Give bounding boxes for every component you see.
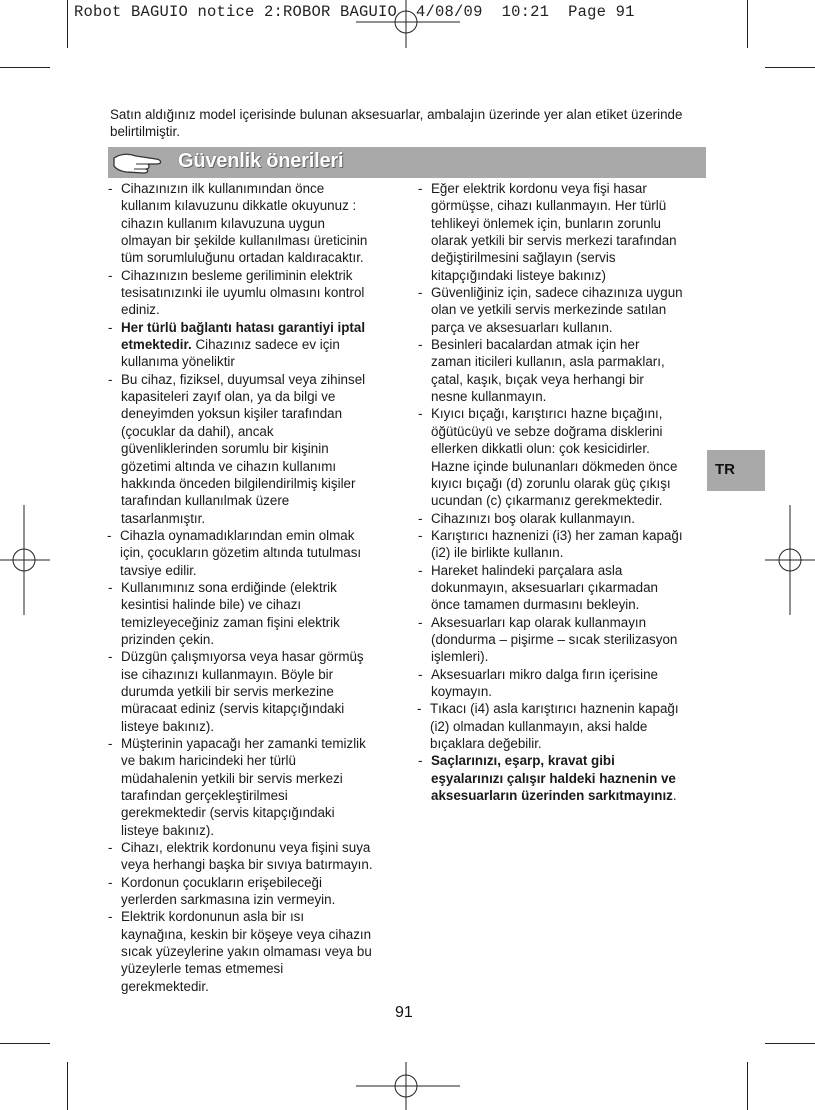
list-item-line: Düzgün çalışmıyorsa veya hasar görmüş [121,649,364,665]
list-item [418,562,710,614]
list-item-line: koymayın. [431,683,493,699]
list-dash: - [108,909,113,925]
crop-mark [67,1062,68,1110]
crop-mark [747,0,748,48]
list-item-line: tarafından kullanılmak üzere [121,493,290,509]
list-item-line: Eğer elektrik kordonu veya fişi hasar [431,181,647,196]
list-item-line: ve bakım haricindeki her türlü [121,753,296,769]
list-item [108,839,398,874]
list-item [418,666,710,701]
right-column [418,180,710,804]
list-item-line: öğütücüyü ve sebze doğrama disklerini [431,423,663,439]
list-dash: - [108,649,113,665]
list-dash: - [108,319,113,335]
list-item [108,735,398,839]
list-item-line: yüzeylerle temas etmemesi [121,961,284,977]
registration-mark-bottom [356,1062,460,1110]
list-item [418,510,710,527]
pointing-hand-icon [112,150,168,176]
intro-paragraph: Satın aldığınız model içerisinde bulunan aksesuarlar, ambalajın üzerinde yer alan etiket üzerinde belirtilmiştir. [110,107,683,139]
list-dash: - [108,181,113,196]
list-item-line: etmektedir. Cihazınız sadece ev için [121,337,340,353]
list-item-line: eşyalarınızı çalışır haldeki haznenin ve [431,770,676,786]
list-item-line: olan ve yetkili servis merkezinde satılan [431,302,667,318]
list-item-line: (çocuklar da dahil), ancak [121,423,274,439]
list-item-line: güvenliklerinden sorumlu bir kişinin [121,441,329,457]
list-item-line: listeye bakınız). [121,822,215,838]
list-dash: - [108,267,113,283]
list-item [108,908,398,995]
list-item-line: çatal, kaşık, bıçak veya herhangi bir [431,371,644,387]
list-item-line: zaman iticileri kullanın, asla parmakları, [431,354,665,370]
list-item-line: Cihazınızın besleme geriliminin elektrik [121,267,353,283]
list-item-line: kıyıcı bıçağı (d) zorunlu olarak güç çıkışı [431,475,671,491]
list-item-line: nesne kullanmayın. [431,389,547,405]
list-dash: - [417,701,422,717]
list-item-line: olarak yetkili bir servis merkezi tarafından [431,233,677,249]
list-item-line: Cihazla oynamadıklarından emin olmak [120,527,355,543]
list-item-line: Besinleri bacalardan atmak için her [431,337,640,353]
page-number: 91 [395,1004,413,1021]
list-item-line: Kullanımınız sona erdiğinde (elektrik [121,579,337,595]
registration-mark-top [356,0,460,48]
section-banner [108,147,706,178]
list-item-line: Hareket halindeki parçalara asla [431,562,623,578]
list-item-line: olmayan bir şekilde kullanılması üreticinin [121,233,368,249]
list-item [418,180,710,284]
print-header: Robot BAGUIO notice 2:ROBOR BAGUIO 4/08/09 10:21 Page 91 [74,3,635,21]
list-item [418,700,710,752]
crop-mark [0,67,50,68]
list-item-line: ucundan (c) çıkarmanız gerekmektedir. [431,493,663,509]
list-item-line: ise cihazınızı kullanmayın. Böyle bir [121,666,334,682]
list-item-line: kitapçığındaki listeye bakınız) [431,267,606,283]
registration-mark-right [765,505,815,615]
list-item-line: (dondurma – pişirme – sıcak sterilizasyon [431,631,678,647]
list-item-line: Tıkacı (i4) asla karıştırıcı haznenin kapağı [430,701,679,717]
list-item-line: kapasiteleri zayıf olan, ya da bilgi ve [121,389,336,405]
list-item-line: işlemleri). [431,649,489,665]
list-item-line: tüm sorumluluğunu ortadan kaldıracaktır. [121,250,364,266]
list-item-line: Cihazınızın ilk kullanımından önce [121,181,325,196]
list-dash: - [418,181,423,196]
list-item-line: tasarlanmıştır. [121,510,206,526]
list-item-line: deneyimden yoksun kişiler tarafından [121,406,343,422]
list-item [418,336,710,405]
crop-mark [747,1062,748,1110]
list-item-line: önce tamamen durmasını bekleyin. [431,597,640,613]
list-dash: - [418,562,423,578]
list-item-line: gerekmektedir. [121,978,209,994]
list-item-line: prizinden çekin. [121,631,215,647]
list-item-line: tarafından gerçekleştirilmesi [121,788,288,804]
list-item-line: Cihazı, elektrik kordonunu veya fişini suya [121,840,371,856]
list-item-line: parça ve aksesuarları kullanın. [431,319,613,335]
list-item-line: gözetimi altında ve cihazın kullanımı [121,458,337,474]
list-item-line: için, çocukların gözetim altında tutulması [120,545,362,561]
list-item-line: Güvenliğiniz için, sadece cihazınıza uygun [431,285,683,301]
list-item [108,579,398,648]
list-dash: - [418,753,423,769]
list-item-line: kullanım kılavuzunu dikkatle okuyunuz : [121,198,357,214]
list-item-line: cihazın kullanım kılavuzuna uygun [121,215,325,231]
list-item-line: Kıyıcı bıçağı, karıştırıcı hazne bıçağını, [431,406,663,422]
list-item-line: Kordonun çocukların erişebileceği [121,874,322,890]
crop-mark [765,1043,815,1044]
list-item-line: Her türlü bağlantı hatası garantiyi iptal [121,319,366,335]
list-item-line: müdahalenin yetkili bir servis merkezi [121,770,343,786]
list-item-line: veya herhangi başka bir sıvıya batırmayın. [121,857,373,873]
list-item-line: listeye bakınız). [121,718,215,734]
list-item-line: kaynağına, keskin bir köşeye veya cihazın [121,926,372,942]
list-dash: - [108,736,113,751]
list-item [108,527,398,579]
list-item [108,648,398,735]
list-item-line: Karıştırıcı haznenizi (i3) her zaman kapağı [431,527,683,543]
list-item-line: temizleyeceğiniz zaman fişini elektrik [121,614,340,630]
crop-mark [765,67,815,68]
list-item-line: gerekmektedir (servis kitapçığındaki [121,805,335,821]
list-item-line: bıçaklara değebilir. [430,736,542,751]
list-item-line: tavsiye edilir. [120,562,197,578]
list-item-line: Müşterinin yapacağı her zamanki temizlik [121,736,366,751]
registration-mark-left [0,505,50,615]
list-item [418,527,710,562]
list-item-line: ellerken dikkatli olun: çok kesicidirler. [431,441,650,457]
list-item [108,180,398,267]
list-item-line: yerlerden sarkmasına izin vermeyin. [121,892,336,908]
list-item-line: tehlikeyi önlemek için, bunların zorunlu [431,215,661,231]
list-item [418,405,710,509]
list-item-line: hakkında önceden bilgilendirilmiş kişiler [121,475,356,491]
crop-mark [0,1043,50,1044]
list-item-line: (i2) ile birlikte kullanın. [431,545,564,561]
crop-mark [67,0,68,48]
list-item-line: dokunmayın, aksesuarları çıkarmadan [431,579,659,595]
list-dash: - [107,527,112,543]
list-dash: - [108,579,113,595]
list-item-line: kullanıma yöneliktir [121,354,235,370]
list-dash: - [418,527,423,543]
list-dash: - [418,666,423,682]
list-item-line: sıcak yüzeylerine yakın olmaması veya bu [121,944,372,960]
section-title: Güvenlik önerileri [178,150,344,172]
language-tab [707,450,765,491]
list-item-line: ediniz. [121,302,160,318]
list-dash: - [418,510,423,526]
list-item-line: görmüşse, cihazı kullanmayın. Her türlü [431,198,667,214]
list-item-line-tail: . [672,788,677,804]
list-item [108,371,398,527]
list-dash: - [418,614,423,630]
list-item [108,874,398,909]
list-item [418,752,710,804]
list-item-line: değiştirilmesini sağlayın (servis [431,250,616,266]
list-item-line: Aksesuarları mikro dalga fırın içerisine [431,666,658,682]
list-dash: - [418,337,423,353]
list-item [418,614,710,666]
list-item-line: Cihazınızı boş olarak kullanmayın. [431,510,635,526]
list-item-line: Bu cihaz, fiziksel, duyumsal veya zihinsel [121,371,366,387]
list-item-line: durumda yetkili bir servis merkezine [121,683,334,699]
list-dash: - [418,406,423,422]
list-item-line: Hazne içinde bulunanları dökmeden önce [431,458,678,474]
list-item-line-tail: Cihazınız sadece ev için [191,337,340,353]
list-item-line: kesintisi halinde bile) ve cihazı [121,597,302,613]
language-tab-label: TR [715,461,735,478]
list-dash: - [418,285,423,301]
left-column [108,180,398,995]
list-item-line: (i2) olmadan kullanmayın, aksi halde [430,718,648,734]
list-item [418,284,710,336]
list-item [108,319,398,371]
list-item [108,267,398,319]
list-item-line: Saçlarınızı, eşarp, kravat gibi [431,753,615,769]
list-dash: - [108,874,113,890]
list-item-line: tesisatınızınki ile uyumlu olmasını kontrol [121,285,365,301]
list-item-line: Elektrik kordonunun asla bir ısı [121,909,305,925]
list-item-line: aksesuarların üzerinden sarkıtmayınız. [431,788,677,804]
list-dash: - [108,840,113,856]
list-item-line: müracaat ediniz (servis kitapçığındaki [121,701,345,717]
list-dash: - [108,371,113,387]
list-item-line: Aksesuarları kap olarak kullanmayın [431,614,647,630]
